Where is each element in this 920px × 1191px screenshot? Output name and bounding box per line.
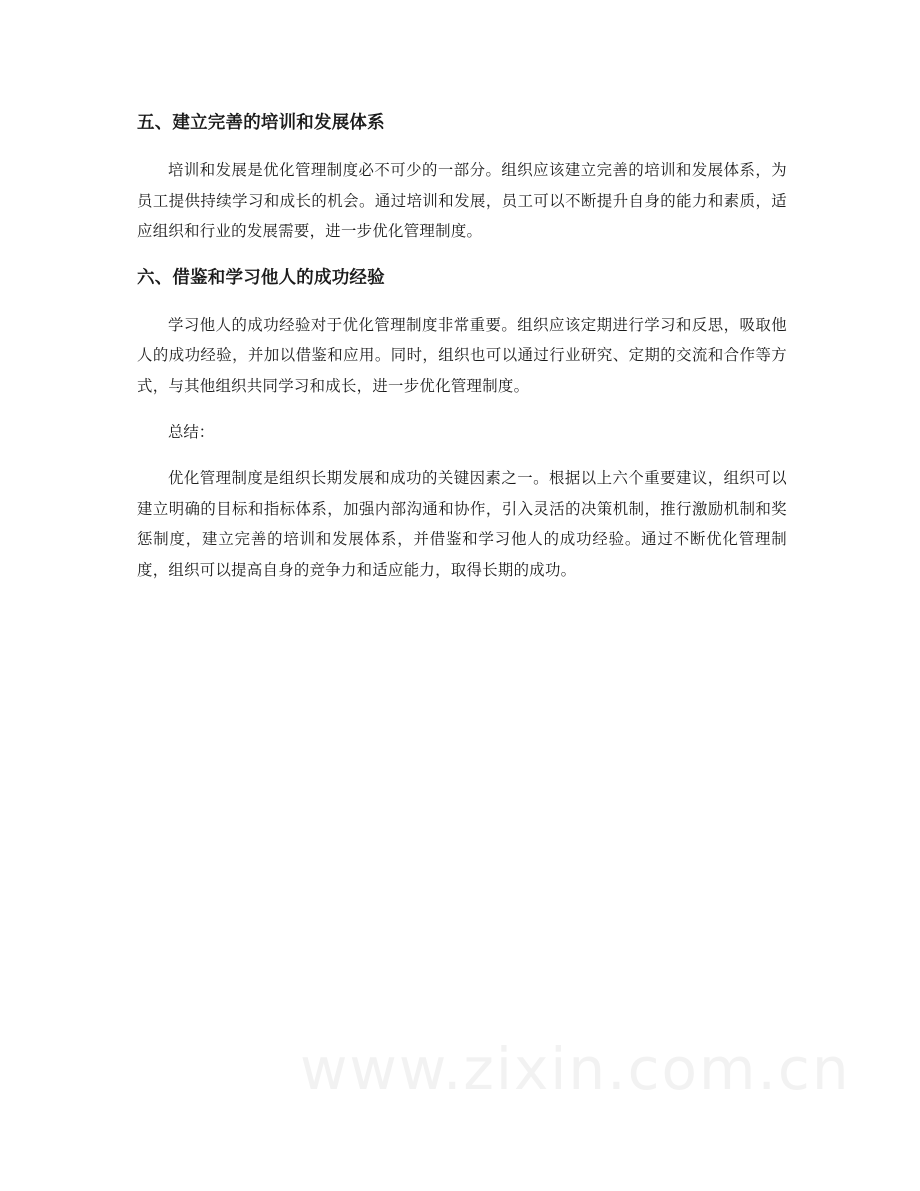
document-body <box>137 108 787 585</box>
summary-paragraph: 优化管理制度是组织长期发展和成功的关键因素之一。根据以上六个重要建议，组织可以建立明确的目标和指标体系，加强内部沟通和协作，引入灵活的决策机制，推行激励机制和奖惩制度，建立完善的培训和发展体系，并借鉴和学习他人的成功经验。通过不断优化管理制度，组织可以提高自身的竞争力和适应能力，取得长期的成功。 <box>137 469 787 579</box>
watermark: www.zixin.com.cn <box>300 1035 851 1103</box>
section-6-paragraph: 学习他人的成功经验对于优化管理制度非常重要。组织应该定期进行学习和反思，吸取他人的成功经验，并加以借鉴和应用。同时，组织也可以通过行业研究、定期的交流和合作等方式，与其他组织共同学习和成长，进一步优化管理制度。 <box>137 315 787 395</box>
summary-label: 总结： <box>168 423 215 441</box>
section-5-paragraph: 培训和发展是优化管理制度必不可少的一部分。组织应该建立完善的培训和发展体系，为员工提供持续学习和成长的机会。通过培训和发展，员工可以不断提升自身的能力和素质，适应组织和行业的发展需要，进一步优化管理制度。 <box>137 161 787 240</box>
section-5-heading: 五、建立完善的培训和发展体系 <box>137 113 385 133</box>
section-6-heading: 六、借鉴和学习他人的成功经验 <box>137 267 385 288</box>
